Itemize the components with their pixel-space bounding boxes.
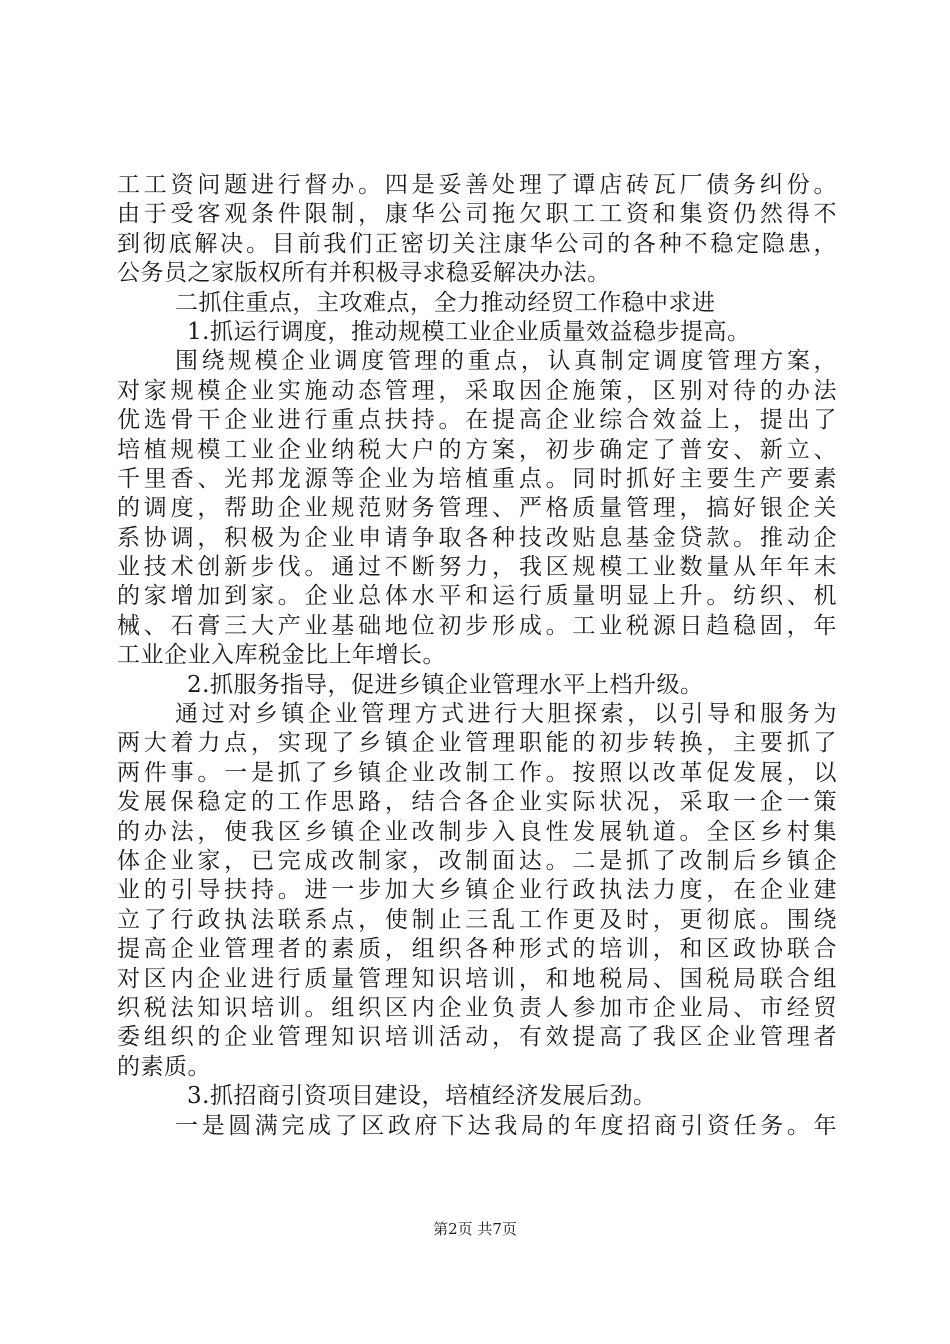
text-line: 由于受客观条件限制，康华公司拖欠职工工资和集资仍然得不 xyxy=(117,201,837,228)
text-line: 2.抓服务指导，促进乡镇企业管理水平上档升级。 xyxy=(187,671,704,698)
text-line: 系协调，积极为企业申请争取各种技改贴息基金贷款。推动企 xyxy=(117,524,837,551)
text-line: 工工资问题进行督办。四是妥善处理了谭店砖瓦厂债务纠份。 xyxy=(117,172,837,198)
text-line: 围绕规模企业调度管理的重点，认真制定调度管理方案， xyxy=(175,348,837,375)
text-line: 优选骨干企业进行重点扶持。在提高企业综合效益上，提出了 xyxy=(117,407,837,434)
text-line: 培植规模工业企业纳税大户的方案，初步确定了普安、新立、 xyxy=(117,436,837,463)
text-line: 对区内企业进行质量管理知识培训，和地税局、国税局联合组 xyxy=(117,965,837,992)
text-line: 通过对乡镇企业管理方式进行大胆探索，以引导和服务为 xyxy=(175,701,837,728)
text-line: 千里香、光邦龙源等企业为培植重点。同时抓好主要生产要素 xyxy=(117,465,837,492)
text-line: 立了行政执法联系点，使制止三乱工作更及时，更彻底。围绕 xyxy=(117,906,837,933)
text-line: 一是圆满完成了区政府下达我局的年度招商引资任务。年 xyxy=(175,1112,837,1139)
text-line: 委组织的企业管理知识培训活动，有效提高了我区企业管理者 xyxy=(117,1024,837,1051)
text-line: 两件事。一是抓了乡镇企业改制工作。按照以改革促发展，以 xyxy=(117,759,837,786)
text-line: 提高企业管理者的素质，组织各种形式的培训，和区政协联合 xyxy=(117,936,837,963)
text-line: 织税法知识培训。组织区内企业负责人参加市企业局、市经贸 xyxy=(117,994,837,1021)
text-line: 的家增加到家。企业总体水平和运行质量明显上升。纺织、机 xyxy=(117,583,837,610)
document-body xyxy=(117,171,837,1141)
text-line: 的调度，帮助企业规范财务管理、严格质量管理，搞好银企关 xyxy=(117,495,837,522)
page-footer: 第2页 共7页 xyxy=(433,1220,517,1238)
text-line: 对家规模企业实施动态管理，采取因企施策，区别对待的办法 xyxy=(117,377,837,404)
text-line: 到彻底解决。目前我们正密切关注康华公司的各种不稳定隐患， xyxy=(117,230,837,257)
text-line: 工业企业入库税金比上年增长。 xyxy=(117,642,446,669)
text-line: 体企业家，已完成改制家，改制面达。二是抓了改制后乡镇企 xyxy=(117,847,837,874)
text-line: 业的引导扶持。进一步加大乡镇企业行政执法力度，在企业建 xyxy=(117,877,837,904)
text-line: 发展保稳定的工作思路，结合各企业实际状况，采取一企一策 xyxy=(117,789,837,816)
text-line: 械、石膏三大产业基础地位初步形成。工业税源日趋稳固，年 xyxy=(117,612,837,639)
text-line: 两大着力点，实现了乡镇企业管理职能的初步转换，主要抓了 xyxy=(117,730,837,757)
text-line: 3.抓招商引资项目建设，培植经济发展后劲。 xyxy=(187,1083,657,1110)
text-line: 的素质。 xyxy=(117,1053,211,1080)
text-line: 1.抓运行调度，推动规模工业企业质量效益稳步提高。 xyxy=(187,318,751,345)
text-line: 的办法，使我区乡镇企业改制步入良性发展轨道。全区乡村集 xyxy=(117,818,837,845)
text-line: 业技术创新步伐。通过不断努力，我区规模工业数量从年年末 xyxy=(117,554,837,581)
text-line: 二抓住重点，主攻难点，全力推动经贸工作稳中求进 xyxy=(175,289,716,316)
text-line: 公务员之家版权所有并积极寻求稳妥解决办法。 xyxy=(117,260,611,287)
